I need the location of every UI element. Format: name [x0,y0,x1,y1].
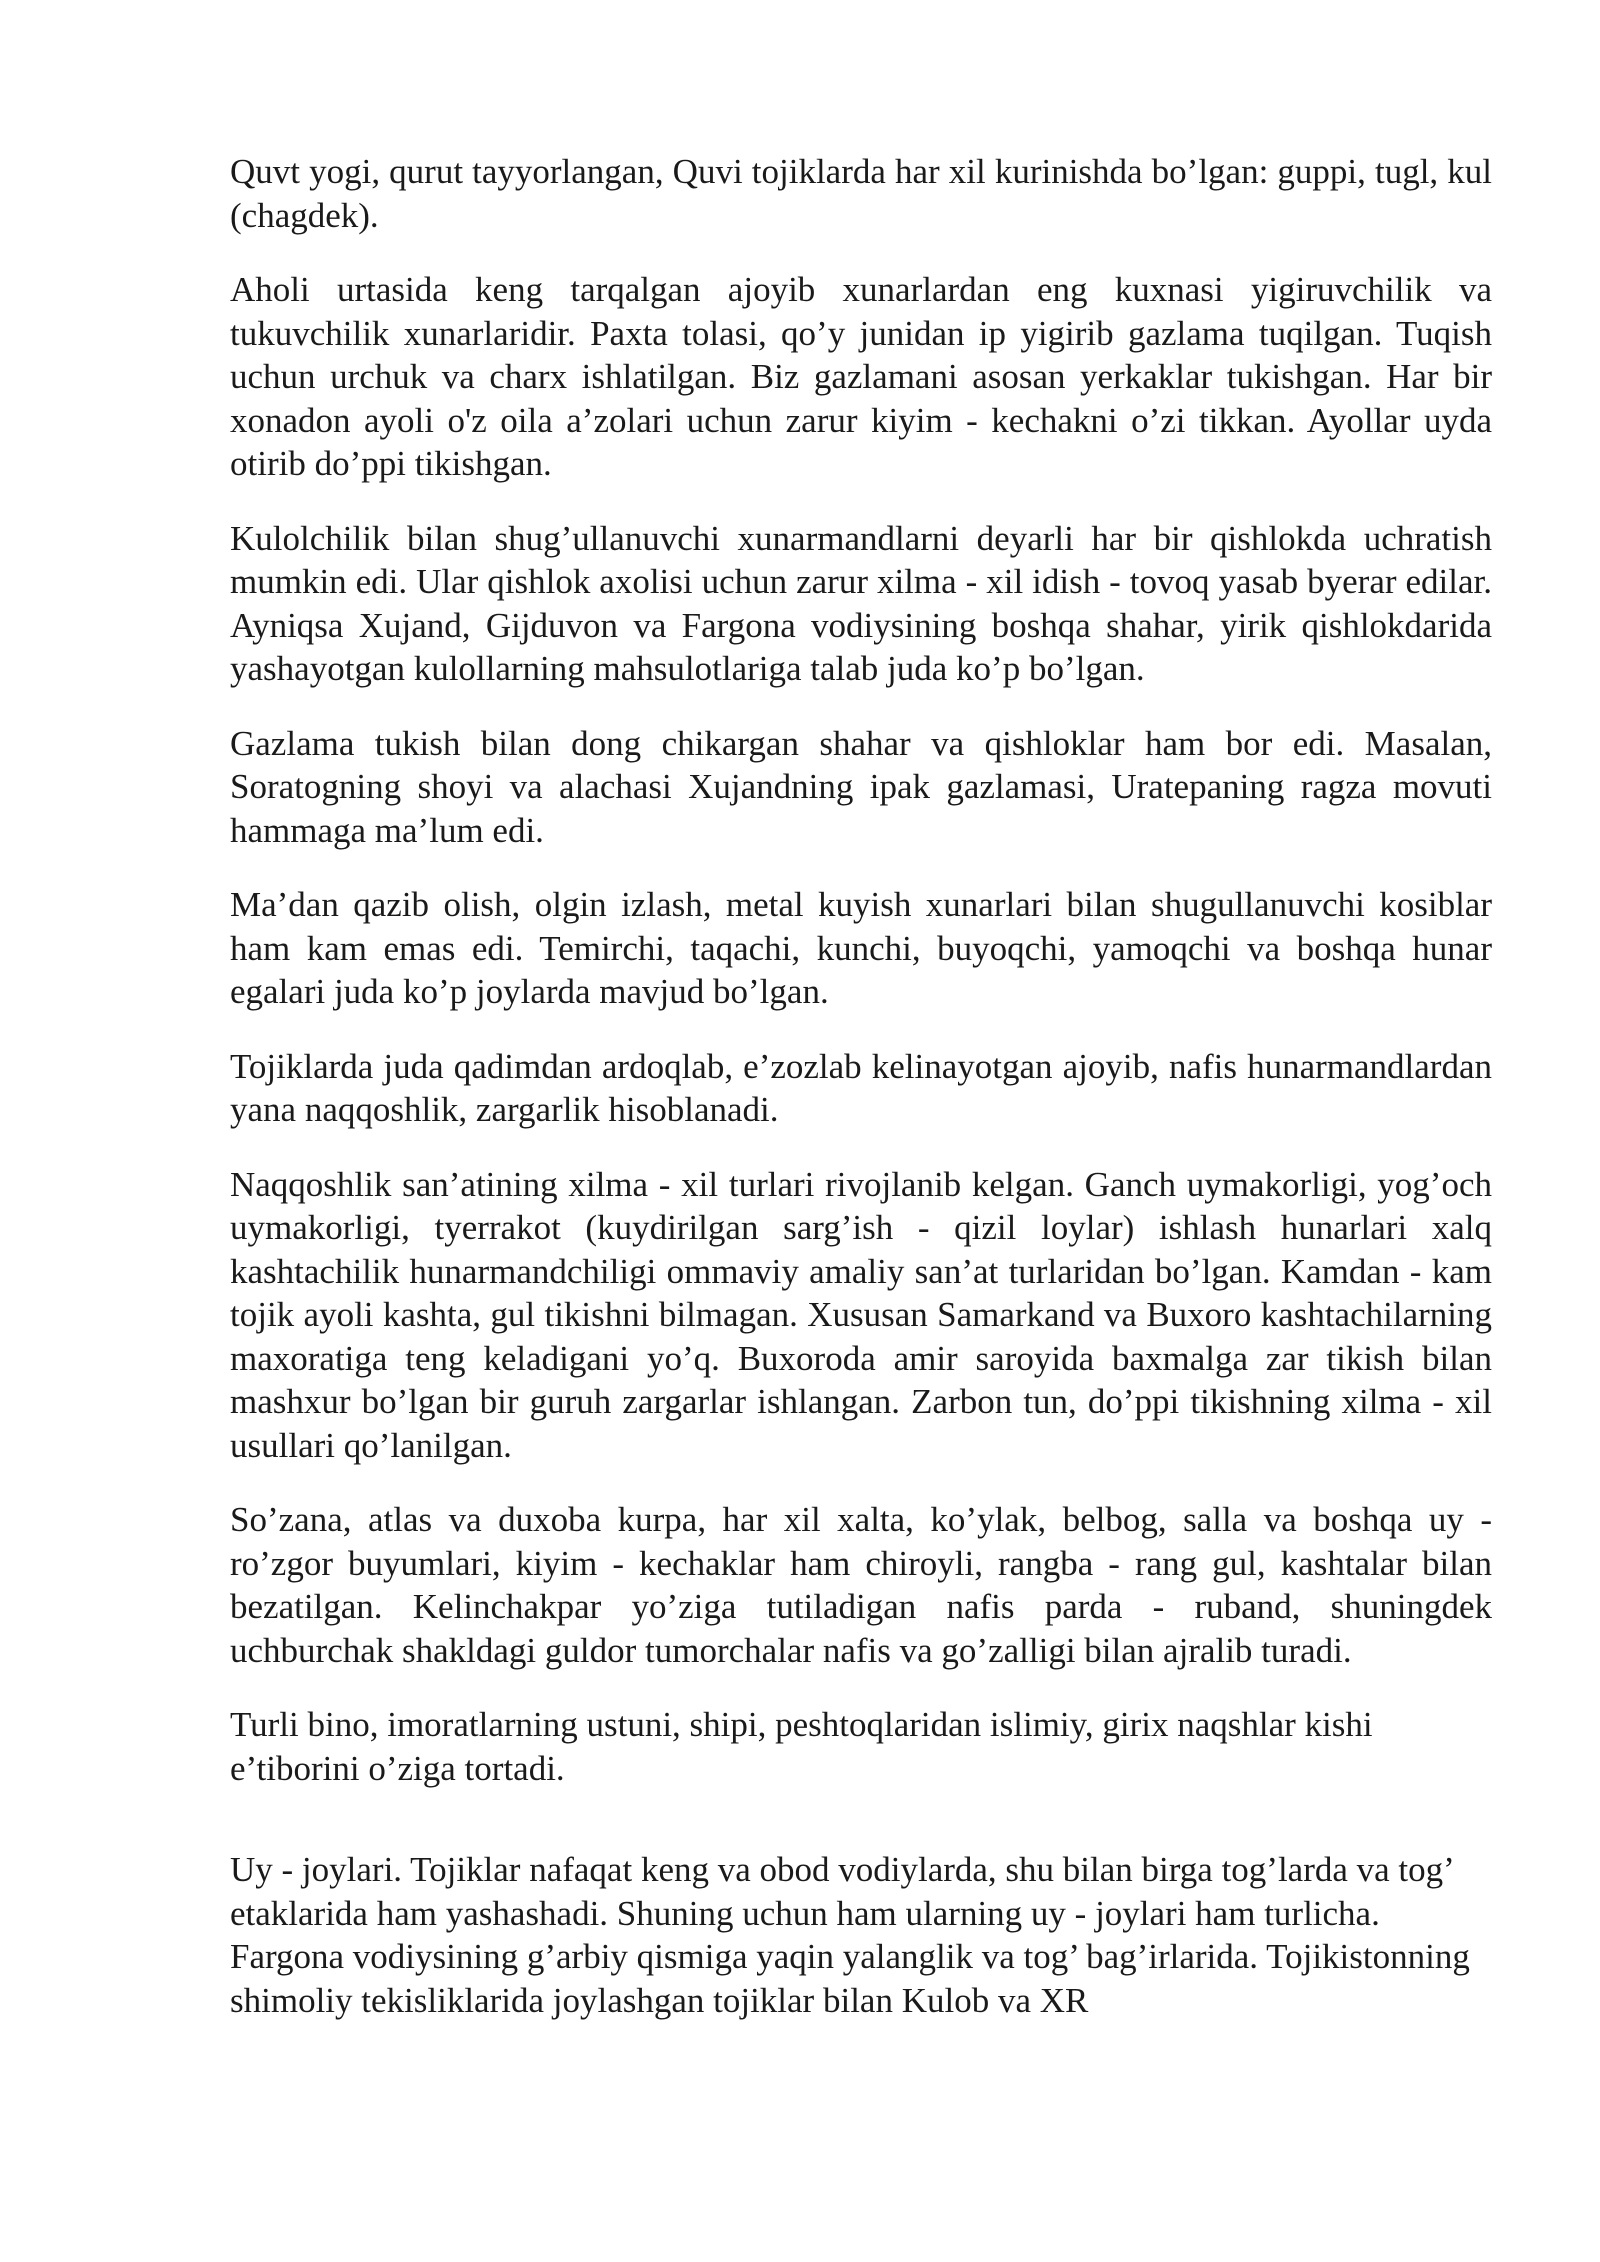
paragraph-7: Naqqoshlik san’atining xilma - xil turlari rivojlanib kelgan. Ganch uymakorligi, yog’och uymakorligi, tyerrakot (kuydirilgan sarg’ish - qizil loylar) ishlash hunarlari xalq kashtachilik hunarmandchiligi ommaviy amaliy san’at turlaridan bo’lgan. Kamdan - kam tojik ayoli kashta, gul tikishni bilmagan. Xususan Samarkand va Buxoro kashtachilarning maxoratiga teng keladigani yo’q. Buxoroda amir saroyida baxmalga zar tikish bilan mashxur bo’lgan bir guruh zargarlar ishlangan. Zarbon tun, do’ppi tikishning xilma - xil usullari qo’lanilgan. [230,1164,1492,1465]
paragraph-10: Uy - joylari. Tojiklar nafaqat keng va obod vodiylarda, shu bilan birga tog’larda va tog’ etaklarida ham yashashadi. Shuning uchun ham ularning uy - joylari ham turlicha. Fargona vodiysining g’arbiy qismiga yaqin yalanglik va tog’ bag’irlarida. Tojikistonning shimoliy tekisliklarida joylashgan tojiklar bilan Kulob va XR [230,1850,1470,2020]
document-page [230,150,1492,2053]
paragraph-1: Quvt yogi, qurut tayyorlangan, Quvi tojiklarda har xil kurinishda bo’lgan: guppi, tugl, kul (chagdek). [230,152,1492,235]
paragraph-9: Turli bino, imoratlarning ustuni, shipi, peshtoqlaridan islimiy, girix naqshlar kishi e’tiborini o’ziga tortadi. [230,1705,1373,1788]
paragraph-8: So’zana, atlas va duxoba kurpa, har xil xalta, ko’ylak, belbog, salla va boshqa uy - ro’zgor buyumlari, kiyim - kechaklar ham chiroyli, rangba - rang gul, kashtalar bilan bezatilgan. Kelinchakpar yo’ziga tutiladigan nafis parda - ruband, shuningdek uchburchak shakldagi guldor tumorchalar nafis va go’zalligi bilan ajralib turadi. [230,1500,1492,1670]
paragraph-4: Gazlama tukish bilan dong chikargan shahar va qishloklar ham bor edi. Masalan, Soratogning shoyi va alachasi Xujandning ipak gazlamasi, Uratepaning ragza movuti hammaga ma’lum edi. [230,723,1492,850]
paragraph-5: Ma’dan qazib olish, olgin izlash, metal kuyish xunarlari bilan shugullanuvchi kosiblar ham kam emas edi. Temirchi, taqachi, kunchi, buyoqchi, yamoqchi va boshqa hunar egalari juda ko’p joylarda mavjud bo’lgan. [230,885,1492,1011]
paragraph-3: Kulolchilik bilan shug’ullanuvchi xunarmandlarni deyarli har bir qishlokda uchratish mumkin edi. Ular qishlok axolisi uchun zarur xilma - xil idish - tovoq yasab byerar edilar. Ayniqsa Xujand, Gijduvon va Fargona vodiysining boshqa shahar, yirik qishlokdarida yashayotgan kulollarning mahsulotlariga talab juda ko’p bo’lgan. [230,518,1492,688]
paragraph-2: Aholi urtasida keng tarqalgan ajoyib xunarlardan eng kuxnasi yigiruvchilik va tukuvchilik xunarlaridir. Paxta tolasi, qo’y junidan ip yigirib gazlama tuqilgan. Tuqish uchun urchuk va charx ishlatilgan. Biz gazlamani asosan yerkaklar tukishgan. Har bir xonadon ayoli o'z oila a’zolari uchun zarur kiyim - kechakni o’zi tikkan. Ayollar uyda otirib do’ppi tikishgan. [230,270,1492,483]
paragraph-6: Tojiklarda juda qadimdan ardoqlab, e’zozlab kelinayotgan ajoyib, nafis hunarmandlardan yana naqqoshlik, zargarlik hisoblanadi. [230,1046,1492,1129]
